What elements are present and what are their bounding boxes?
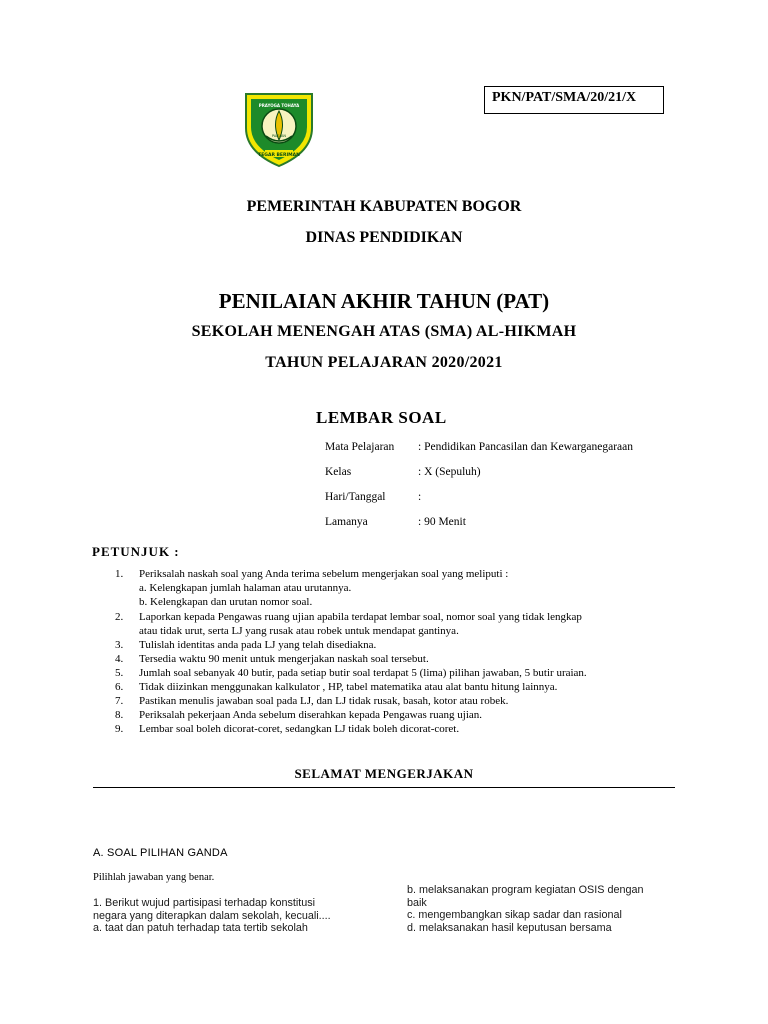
- instruction-text: Laporkan kepada Pengawas ruang ujian apabila terdapat lembar soal, nomor soal yang tidak lengkap: [139, 611, 582, 623]
- instruction-text: Pastikan menulis jawaban soal pada LJ, dan LJ tidak rusak, basah, kotor atau robek.: [139, 695, 509, 707]
- instruction-number: 4.: [115, 653, 124, 665]
- instruction-text: b. Kelengkapan dan urutan nomor soal.: [139, 596, 313, 608]
- academic-year: TAHUN PELAJARAN 2020/2021: [265, 354, 503, 371]
- instruction-text: Tidak diizinkan menggunakan kalkulator , HP, tabel matematika atau alat bantu hitung lainnya.: [139, 681, 558, 693]
- gov-line: PEMERINTAH KABUPATEN BOGOR: [246, 198, 522, 215]
- instruction-number: 3.: [115, 639, 124, 651]
- document-code: PKN/PAT/SMA/20/21/X: [484, 86, 664, 114]
- instructions-title: PETUNJUK :: [92, 544, 180, 559]
- instruction-text: Lembar soal boleh dicorat-coret, sedangkan LJ tidak boleh dicorat-coret.: [139, 723, 460, 735]
- instruction-number: 2.: [115, 611, 124, 623]
- option-a: a. taat dan patuh terhadap tata tertib sekolah: [93, 922, 308, 934]
- bogor-crest-logo: [208, 90, 314, 170]
- exam-title: PENILAIAN AKHIR TAHUN (PAT): [218, 289, 550, 313]
- option-c: c. mengembangkan sikap sadar dan rasional: [407, 909, 622, 921]
- option-b: b. melaksanakan program kegiatan OSIS dengan: [407, 884, 644, 896]
- instruction-number: 9.: [115, 723, 124, 735]
- option-d: d. melaksanakan hasil keputusan bersama: [407, 922, 612, 934]
- logo-motto: TEGAR BERIMAN: [258, 153, 300, 158]
- instruction-number: 7.: [115, 695, 124, 707]
- info-label-date: Hari/Tanggal: [325, 491, 386, 503]
- instruction-text: Jumlah soal sebanyak 40 butir, pada setiap butir soal terdapat 5 (lima) pilihan jawaban, 5 butir uraian.: [139, 667, 587, 679]
- instruction-text: Tulislah identitas anda pada LJ yang telah disediakna.: [139, 639, 377, 651]
- info-value-duration: : 90 Menit: [418, 516, 466, 528]
- info-label-class: Kelas: [325, 466, 352, 478]
- instruction-number: 8.: [115, 709, 124, 721]
- instruction-text: Periksalah pekerjaan Anda sebelum diserahkan kepada Pengawas ruang ujian.: [139, 709, 483, 721]
- question-text: negara yang diterapkan dalam sekolah, kecuali....: [93, 910, 331, 922]
- instruction-number: 6.: [115, 681, 124, 693]
- section-a-instruction: Pilihlah jawaban yang benar.: [93, 872, 215, 883]
- info-value-date: :: [418, 491, 422, 503]
- logo-arc-text: PRAYOGA TOHAYA: [258, 103, 300, 108]
- instruction-number: 1.: [115, 568, 124, 580]
- logo-bottom-text: PAKUAN: [271, 134, 287, 138]
- instruction-text: Periksalah naskah soal yang Anda terima sebelum mengerjakan soal yang meliputi :: [139, 568, 509, 580]
- question-text: 1. Berikut wujud partisipasi terhadap konstitusi: [93, 897, 316, 909]
- school-name: SEKOLAH MENENGAH ATAS (SMA) AL-HIKMAH: [191, 323, 577, 340]
- instruction-text: a. Kelengkapan jumlah halaman atau urutannya.: [139, 582, 352, 594]
- instruction-text: atau tidak urut, serta LJ yang rusak atau robek untuk mendapat gantinya.: [139, 625, 459, 637]
- info-label-subject: Mata Pelajaran: [325, 441, 395, 453]
- instruction-number: 5.: [115, 667, 124, 679]
- option-b-continued: baik: [407, 897, 427, 909]
- info-value-class: : X (Sepuluh): [418, 466, 481, 478]
- closing-message: SELAMAT MENGERJAKAN: [294, 766, 474, 781]
- sheet-title: LEMBAR SOAL: [316, 408, 447, 427]
- instruction-text: Tersedia waktu 90 menit untuk mengerjakan naskah soal tersebut.: [139, 653, 429, 665]
- info-label-duration: Lamanya: [325, 516, 368, 528]
- dept-line: DINAS PENDIDIKAN: [305, 229, 463, 246]
- section-a-title: A. SOAL PILIHAN GANDA: [93, 847, 228, 859]
- divider: [93, 787, 675, 788]
- info-value-subject: : Pendidikan Pancasilan dan Kewarganegaraan: [418, 441, 634, 453]
